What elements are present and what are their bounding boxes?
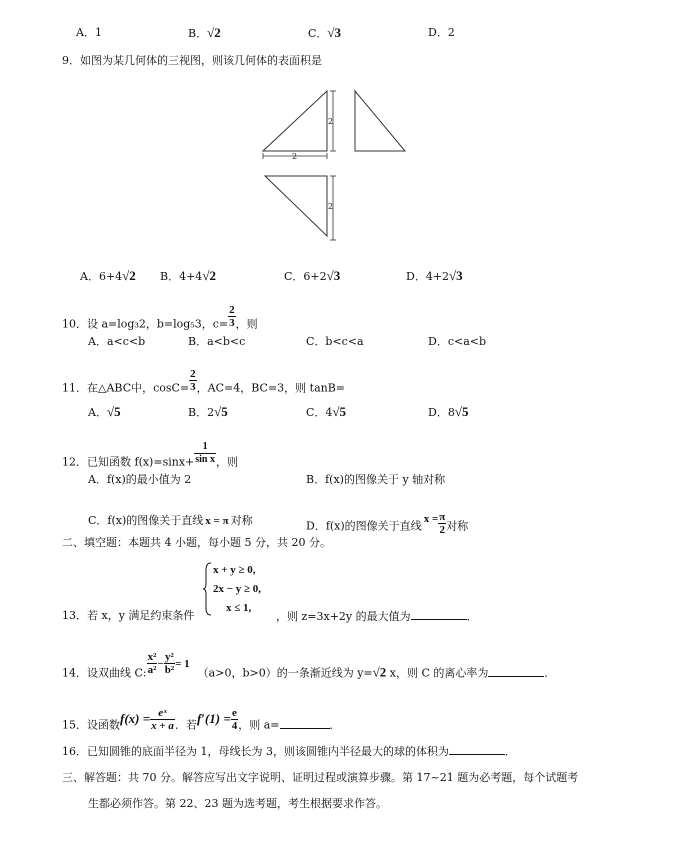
q10-option-c: C．b<c<a <box>306 335 364 348</box>
q11-stem: 11．在△ABC中，cosC= $\frac{2}{3}$ ，AC=4，BC=3，则 tanB= <box>62 368 346 395</box>
q8-option-c: C．√3 <box>308 25 342 40</box>
q12-stem: 12．已知函数 f(x)=sinx+ $\frac{1}{\text{sin x}}$ ，则 <box>62 441 238 469</box>
q9-option-d: D．4+2√3 <box>406 268 463 283</box>
top-height-label: 2 <box>328 202 334 211</box>
q11-option-d: D．8√5 <box>428 404 469 419</box>
q11-option-a: A．√5 <box>88 404 121 419</box>
q10-option-d: D．c<a<b <box>428 335 487 348</box>
q13-stem-pre: 13．若 x，y 满足约束条件 <box>62 609 195 622</box>
section-2-heading: 二、填空题：本题共 4 小题，每小题 5 分，共 20 分。 <box>62 536 331 549</box>
q13-constraint-1: x + y ≥ 0, <box>213 564 256 576</box>
q12-option-c: C．f(x)的图像关于直线 x = π 对称 <box>88 514 253 527</box>
q8-option-a: A．1 <box>76 26 102 39</box>
q13-brace <box>202 562 212 616</box>
q16-stem: 16．已知圆锥的底面半径为 1，母线长为 3，则该圆锥内半径最大的球的体积为 ． <box>62 745 516 758</box>
front-view <box>263 91 327 151</box>
q12-option-a: A．f(x)的最小值为 2 <box>88 473 192 486</box>
front-height-label: 2 <box>328 117 334 126</box>
front-width-label: 2 <box>292 152 298 161</box>
q10-option-a: A．a<c<b <box>88 335 146 348</box>
q12-option-b: B．f(x)的图像关于 y 轴对称 <box>306 473 446 486</box>
q8-option-b: B．√2 <box>188 25 221 40</box>
q13-answer-blank[interactable] <box>411 609 467 620</box>
q10-stem: 10．设 a=log₃2，b=log₅3，c= $\frac{2}{3}$ ，则 <box>62 304 258 331</box>
q12-option-d: D．f(x)的图像关于直线x = $\frac{\pi}{2}$ 对称 <box>306 511 469 536</box>
q13-constraint-2: 2x − y ≥ 0, <box>213 583 262 595</box>
q8-option-d: D．2 <box>428 26 455 39</box>
section-3-line-2: 生都必须作答。第 22、23 题为选考题，考生根据要求作答。 <box>88 797 387 810</box>
q11-option-c: C．4√5 <box>306 404 347 419</box>
q9-stem: 9．如图为某几何体的三视图，则该几何体的表面积是 <box>62 54 322 67</box>
q16-answer-blank[interactable] <box>449 744 505 755</box>
q11-option-b: B．2√5 <box>188 404 228 419</box>
q9-option-c: C．6+2√3 <box>284 268 341 283</box>
q9-option-b: B．4+4√2 <box>160 268 216 283</box>
q14-stem: 14．设双曲线 C: $\frac{\text{x²}}{\text{a²}}$ − $\frac{\text{y²}}{\text{b²}}$ = 1（a>0，b>0）的一条渐近线为 y=√2 x，则 C 的离心率为 ． <box>62 651 556 680</box>
q15-stem: 15．设函数f(x) = $\frac{\text{eˣ}}{x + a}$ ．若f′(1) = $\frac{e}{4}$ ，则 a= ． <box>62 707 341 732</box>
q13-constraint-3: x ≤ 1, <box>226 602 252 614</box>
q10-option-b: B．a<b<c <box>188 335 246 348</box>
top-view <box>265 176 327 236</box>
three-view-diagram <box>255 80 415 250</box>
q9-option-a: A．6+4√2 <box>80 268 136 283</box>
q13-stem-post: ，则 z=3x+2y 的最大值为 ． <box>276 610 478 623</box>
q14-answer-blank[interactable] <box>488 666 544 677</box>
side-view <box>355 91 405 151</box>
q15-answer-blank[interactable] <box>280 718 330 729</box>
section-3-line-1: 三、解答题：共 70 分。解答应写出文字说明、证明过程或演算步骤。第 17~21 题为必考题，每个试题考 <box>62 771 579 784</box>
